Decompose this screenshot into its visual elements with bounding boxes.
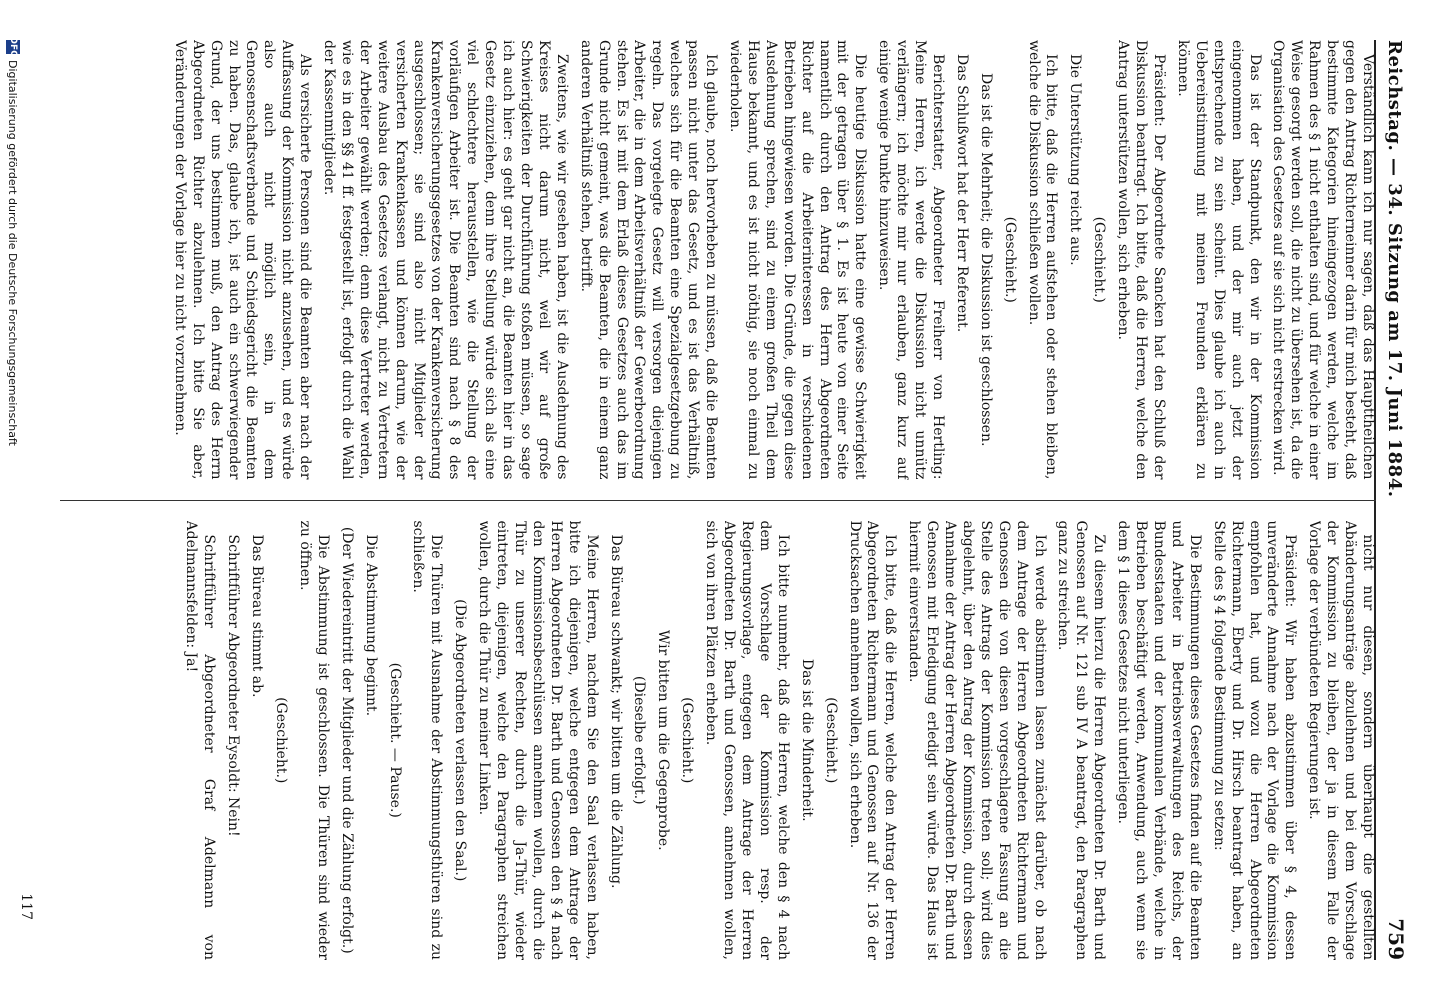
paragraph: Zweitens, wie wir gesehen haben, ist die Ausdehnung des Kreises nicht darum nicht, weil wir auf große Schwierigkeiten der Durchführung stoßen müssen, so sage ich auch hier: es geht gar nicht an, die Beamten hier in das Gesetz einzuziehen, denn ihre Stellung würde sich als eine viel schlechtere herausstellen, wie die Stellung der vorläufigen Arbeiter ist. Die Beamten sind nach § 8 des Krankenversicherungsgesetzes von der Krankenversicherung ausgeschlossen; sie sind also nicht Mitglieder der versicherten Krankenkassen und können darum, wie der weitere Ausbau des Gesetzes verlangt, nicht zu Vertretern der Arbeiter gewählt werden; denn diese Vertreter werden, wie es in den §§ 41 ff. festgestellt ist, erfolgt durch die Wahl der Kassenmitglieder. bbox=[321, 40, 570, 480]
paragraph: Die Unterstützung reicht aus. bbox=[1067, 54, 1084, 266]
paragraph: Das ist die Minderheit. bbox=[798, 658, 815, 822]
paragraph: (Geschieht.) bbox=[273, 697, 290, 784]
paragraph: Ich werde abstimmen lassen zunächst darüber, ob nach dem Antrage der Herren Abgeordneten Richtermann und Genossen die von diesen vorgeschlagene Fassung an die Stelle des Antrags der Kommission treten soll; wird dies abgelehnt, über den Antrag der Kommission, durch dessen Annahme der Antrag der Herren Abgeordneten Dr. Barth und Genossen mit Erledigung erledigt sein würde. Das Haus ist hiermit einverstanden. bbox=[906, 520, 1048, 960]
paragraph: Zu diesem hierzu die Herren Abgeordneten Dr. Barth und Genossen auf Nr. 121 sub IV A beantragt, den Paragraphen ganz zu streichen. bbox=[1055, 520, 1108, 960]
paragraph: Wir bitten um die Gegenprobe. bbox=[655, 629, 672, 851]
paragraph: Das Büreau schwankt; wir bitten um die Zählung. bbox=[607, 534, 624, 889]
text-columns bbox=[60, 40, 1376, 960]
page-number: 759 bbox=[1384, 918, 1408, 960]
paragraph: Das Schlußwort hat der Herr Referent. bbox=[953, 54, 970, 333]
paragraph: Das ist die Mehrheit; die Diskussion ist geschlossen. bbox=[977, 73, 994, 447]
paragraph: (Geschieht.) bbox=[679, 697, 696, 784]
paragraph: Berichterstatter, Abgeordneter Freiherr von Hertling: Meine Herren, ich werde die Diskussion nicht unnütz verlängern; ich möchte mir nur erlauben, ganz kurz auf einige wenige Punkte hinzuweisen. bbox=[876, 40, 946, 480]
paragraph: Ich bitte nunmehr, daß die Herren, welche den § 4 nach dem Vorschlage der Kommission resp. der Regierungsvorlage, entgegen dem Antrage der Herren Abgeordneten Dr. Barth und Genossen, annehmen wollen, sich von ihren Plätzen erheben. bbox=[703, 520, 791, 960]
paragraph: (Geschieht. — Pause.) bbox=[386, 662, 403, 818]
paragraph: nicht nur diesen, sondern überhaupt die gestellten Abänderungsanträge abzulehnen und bei dem Vorschlage der Kommission zu bleiben, der ja in diesem Falle der Vorlage der verbündeten Regierungen ist. bbox=[1306, 520, 1376, 960]
paragraph: (Dieselbe erfolgt.) bbox=[631, 675, 648, 805]
paragraph: (Der Wiedereintritt der Mitglieder und die Zählung erfolgt.) bbox=[338, 526, 355, 954]
paragraph: Die heutige Diskussion hatte eine gewisse Schwierigkeit mit der getragen über § 1. Es ist heute von einer Seite namentlich durch den Antrag des Herrn Abgeordneten Richter auf die Arbeiterinteressen in verschiedenen Betrieben hingewiesen worden. Die Gründe, die gegen diese Ausdehnung sprechen, sind zu einem großen Theil dem Hause bekannt, und es ist nicht nöthig, sie noch einmal zu wiederholen. bbox=[727, 40, 869, 480]
paragraph: Als versicherte Personen sind die Beamten aber nach der Auffassung der Kommission nicht anzusehen, und es würde also auch nicht möglich sein, in dem Genossenschaftsverbande und Schiedsgericht die Beamten zu haben. Das, glaube ich, ist auch ein schwerwiegender Grund, der uns bestimmen muß, den Antrag des Herrn Abgeordneten Richter abzulehnen. Ich bitte Sie aber, Veränderungen der Vorlage hier zu nicht vorzunehmen. bbox=[171, 40, 314, 480]
paragraph: (Die Abgeordneten verlassen den Saal.) bbox=[452, 599, 469, 882]
paragraph: Ich bitte, daß die Herren aufstehen oder stehen bleiben, welche die Diskussion schließen wollen. bbox=[1025, 40, 1060, 480]
paragraph: Das ist der Standpunkt, den wir in der Kommission eingenommen haben, und der mir auch jetzt der entsprechende zu sein scheint. Dies glaube ich auch in Uebereinstimmung mit meinen Freunden erklären zu können. bbox=[1174, 40, 1263, 480]
paragraph: Ich bitte, daß die Herren, welche den Antrag der Herren Abgeordneten Richtermann und Genossen auf Nr. 136 der Drucksachen annehmen wollen, sich erheben. bbox=[846, 520, 899, 960]
paragraph: Die Thüren mit Ausnahme der Abstimmungsthüren sind zu schließen. bbox=[410, 520, 445, 960]
paragraph: (Geschieht.) bbox=[1091, 216, 1108, 303]
sheet-number: 117 bbox=[18, 893, 34, 920]
paragraph: (Geschieht.) bbox=[822, 697, 839, 784]
paragraph: Verständlich kann ich nur sagen, daß das Haupttheilchen gegen den Antrag Richterneinner darin für mich besteht, daß bestimmte Kategorien hineingezogen werden, welche im Rahmen des § 1 nicht enthalten sind, und für welche in einer Weise gesorgt werden soll, die nicht zu übersehen ist, da die Organisation des Gesetzes auf sie sich nicht erstrecken wird. bbox=[1270, 40, 1376, 480]
paragraph: Ich glaube, noch hervorheben zu müssen, daß die Beamten passen nicht unter das Gesetz, und es ist das Verhältniß, welches sich für die Beamten eine Spezialgesetzgebung zu regeln. Das vorgelegte Gesetz will versorgen diejenigen Arbeiter, die in dem Arbeitsverhältniß der Gewerbeordnung stehen. Es ist mit dem Erlaß dieses Gesetzes auch das im Grunde nicht gemeint, was die Beamten, die in einem ganz anderen Verhältniß stehen, betrifft. bbox=[577, 40, 720, 480]
paragraph: Präsident: Wir haben abzustimmen über § 4, dessen unveränderte Annahme nach der Vorlage die Kommission empfohlen hat, und wozu die Herren Abgeordneten Richtermann, Eberty und Dr. Hirsch beantragt haben, an Stelle des § 4 folgende Bestimmung zu setzen: bbox=[1210, 520, 1299, 960]
running-title: Reichstag. — 34. Sitzung am 17. Juni 1884. bbox=[1384, 40, 1405, 498]
digitization-footer bbox=[6, 36, 20, 446]
paragraph: Schriftführer Abgeordneter Graf Adelmann von Adelmannsfelden: Ja! bbox=[183, 520, 218, 960]
paragraph: Die Abstimmung beginnt. bbox=[362, 534, 379, 717]
left-column bbox=[60, 40, 1376, 480]
column-divider bbox=[60, 500, 1376, 501]
paragraph: Meine Herren, nachdem Sie den Saal verlassen haben, bitte ich diejenigen, welche entgegen dem Antrage der Herren Abgeordneten Dr. Barth und Genossen den § 4 nach den Kommissionsbeschlüssen annehmen wollen, durch die Thür zu unserer Rechten, durch die Ja-Thür, wieder eintreten, diejenigen, welche den Paragraphen streichen wollen, durch die Thür zu meiner Linken. bbox=[476, 520, 600, 960]
paragraph: Präsident: Der Abgeordnete Sancken hat den Schluß der Diskussion beantragt. Ich bitte, daß die Herren, welche den Antrag unterstützen wollen, sich erheben. bbox=[1115, 40, 1168, 480]
scan-notice: Digitalisierung gefördert durch die Deutsche Forschungsgemeinschaft bbox=[6, 60, 20, 446]
paragraph: Das Büreau stimmt ab. bbox=[249, 534, 266, 698]
paragraph: (Geschieht.) bbox=[1001, 216, 1018, 303]
dfg-logo: DFG bbox=[8, 36, 18, 58]
paragraph: Die Abstimmung ist geschlossen. Die Thüren sind wieder zu öffnen. bbox=[296, 520, 331, 960]
right-column bbox=[60, 521, 1376, 961]
page-header bbox=[1374, 40, 1424, 960]
paragraph: Die Bestimmungen dieses Gesetzes finden auf die Beamten und Arbeiter in Betriebsverwaltungen des Reichs, der Bundesstaaten und der kommunalen Verbände, welche in Betrieben beschäftigt werden, Anwendung, auch wenn sie dem § 1 dieses Gesetzes nicht unterliegen. bbox=[1115, 520, 1203, 960]
paragraph: Schriftführer Abgeordneter Eysoldt: Nein! bbox=[225, 534, 242, 837]
